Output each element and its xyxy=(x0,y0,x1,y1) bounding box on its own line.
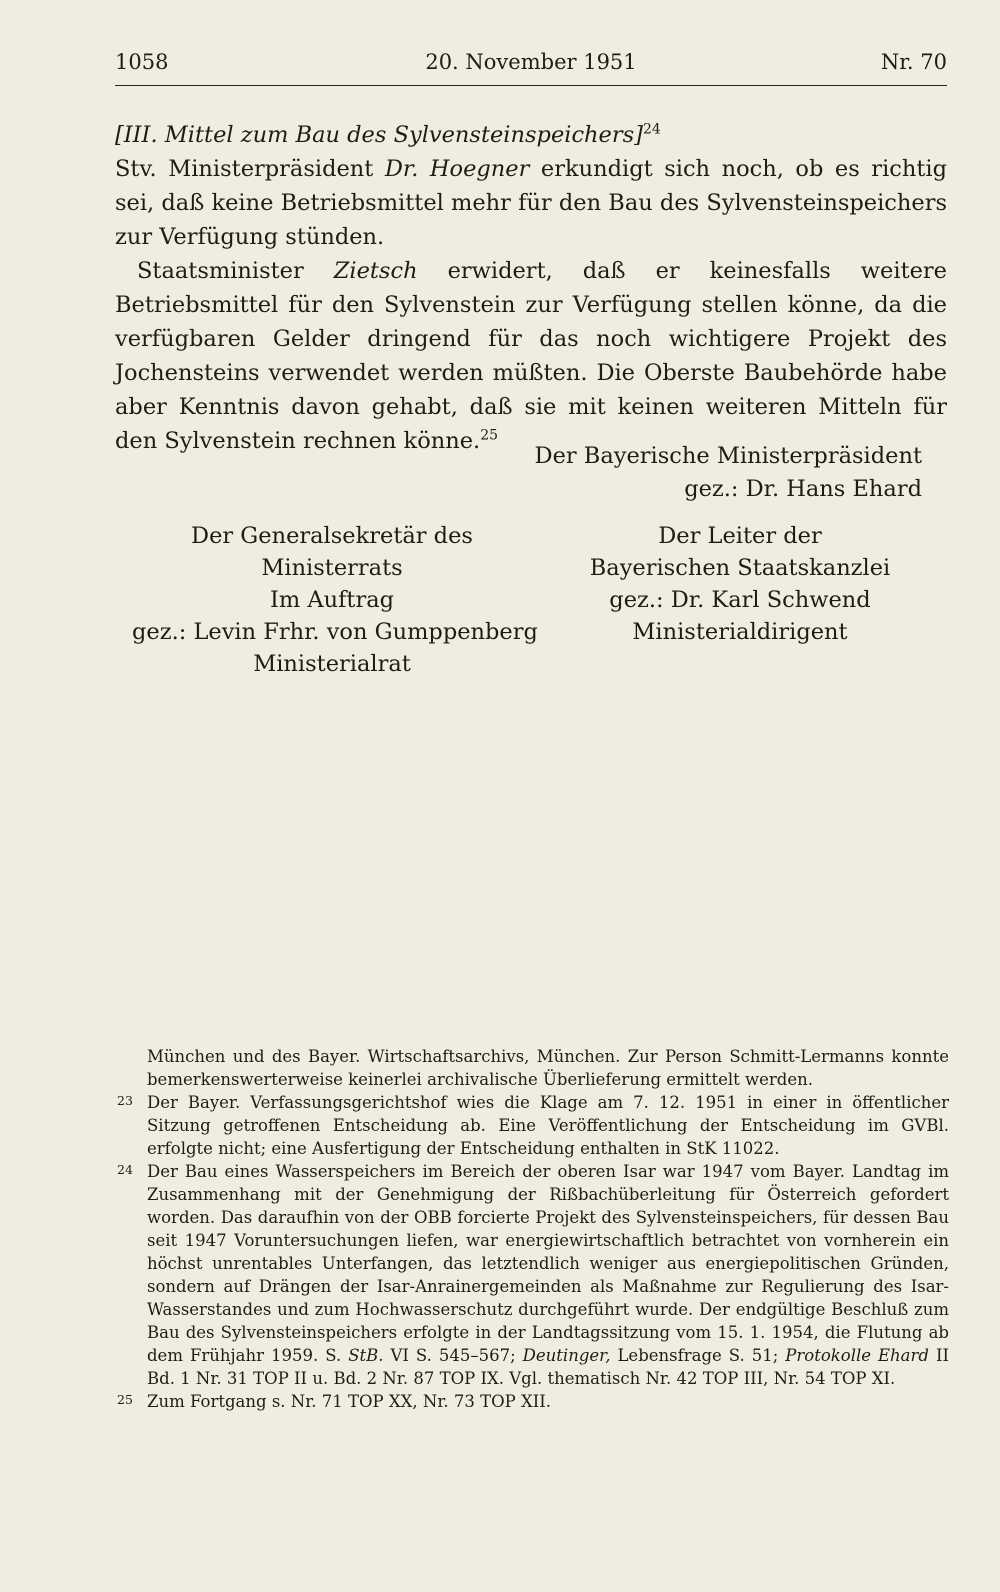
signature-line: Ministerialdirigent xyxy=(632,619,848,645)
footnote-text: Lebensfrage S. 51; xyxy=(610,1346,786,1365)
paragraph-text: Staatsminister xyxy=(137,258,334,284)
signature-generalsekretaer xyxy=(132,520,538,680)
footnote-text: VI S. 545–567; xyxy=(383,1346,523,1365)
speaker-name: Dr. Hoegner xyxy=(384,156,530,182)
document-number: Nr. 70 xyxy=(880,50,947,74)
footnote-ref-25: 25 xyxy=(480,427,499,444)
citation-italic: StB. xyxy=(348,1346,384,1365)
paragraph-text: erwidert, daß er keinesfalls weitere Betriebsmittel für den Sylvenstein zur Verfügung stellen könne, da die verfügbaren Gelder dringend für das noch wichtigere Projekt des Jochensteins verwendet werden müßten. Die Oberste Baubehörde habe aber Kenntnis davon gehabt, daß sie mit keinen weiteren Mitteln für den Sylvenstein rechnen könne. xyxy=(115,258,947,454)
page-header xyxy=(115,50,947,80)
footnote-continuation: München und des Bayer. Wirtschaftsarchivs, München. Zur Person Schmitt-Lermanns konnte bemerkenswerterweise keinerlei archivalische Überlieferung ermittelt werden. xyxy=(147,1047,949,1089)
citation-italic: Deutinger, xyxy=(522,1346,611,1365)
footnote-text: II Bd. 1 Nr. 31 TOP II u. Bd. 2 Nr. 87 TOP IX. Vgl. thematisch Nr. 42 TOP III, Nr. 54 TOP XI. xyxy=(147,1346,950,1388)
footnote-text: Der Bau eines Wasserspeichers im Bereich der oberen Isar war 1947 vom Bayer. Landtag im Zusammenhang mit der Genehmigung der Rißbachüberleitung für Österreich gefordert worden. Das daraufhin von der OBB forcierte Projekt des Sylvensteinspeichers, für dessen Bau seit 1947 Voruntersuchungen liefen, war energiewirtschaftlich betrachtet von vornherein ein höchst unrentables Unterfangen, das letztendlich weniger aus energiepolitischen Gründen, sondern auf Drängen der Isar-Anrainergemeinden als Maßnahme zur Regulierung des Isar-Wasserstandes und zum Hochwasserschutz durchgeführt wurde. Der endgültige Beschluß zum Bau des Sylvensteinspeichers erfolgte in der Landtagssitzung vom 15. 1. 1954, die Flutung ab dem Frühjahr 1959. S. xyxy=(147,1162,949,1365)
main-text xyxy=(115,118,947,458)
section-heading xyxy=(115,118,947,152)
header-date: 20. November 1951 xyxy=(425,50,637,74)
footnotes xyxy=(117,1045,950,1413)
page-number: 1058 xyxy=(115,50,169,74)
signature-line: Der Leiter der xyxy=(658,523,822,549)
signature-line: Ministerrats xyxy=(261,555,403,581)
citation-italic: Protokolle Ehard xyxy=(785,1346,929,1365)
paragraph-text: Stv. Ministerpräsident xyxy=(115,156,385,182)
header-rule xyxy=(115,85,947,86)
paragraph-zietsch xyxy=(115,254,947,458)
signature-name: gez.: Dr. Hans Ehard xyxy=(684,476,922,502)
signature-title: Der Bayerische Ministerpräsident xyxy=(534,443,922,469)
signature-line: gez.: Levin Frhr. von Gumppenberg xyxy=(132,619,538,645)
section-heading-text: [III. Mittel zum Bau des Sylvensteinspeichers] xyxy=(115,122,643,148)
footnote-number: 23 xyxy=(117,1093,133,1108)
footnote-25 xyxy=(117,1390,949,1413)
footnote-number: 24 xyxy=(117,1162,133,1177)
footnote-text: Der Bayer. Verfassungsgerichtshof wies die Klage am 7. 12. 1951 in einer in öffentlicher Sitzung getroffenen Entscheidung ab. Eine Veröffentlichung der Entscheidung im GVBl. erfolgte nicht; eine Ausfertigung der Entscheidung enthalten in StK 11022. xyxy=(147,1093,949,1158)
footnote-number: 25 xyxy=(117,1392,133,1407)
signature-line: Bayerischen Staatskanzlei xyxy=(589,555,891,581)
speaker-name: Zietsch xyxy=(333,258,418,284)
signature-line: Im Auftrag xyxy=(269,587,395,613)
footnote-ref-24: 24 xyxy=(642,121,661,138)
paragraph-hoegner xyxy=(115,152,947,254)
footnote-24 xyxy=(117,1160,950,1390)
footnote-23 xyxy=(117,1091,949,1160)
signature-ministerpraesident xyxy=(535,440,922,506)
signature-line: Der Generalsekretär des xyxy=(191,523,473,549)
signature-line: gez.: Dr. Karl Schwend xyxy=(609,587,871,613)
signature-staatskanzlei xyxy=(570,520,910,648)
footnote-text: Zum Fortgang s. Nr. 71 TOP XX, Nr. 73 TOP XII. xyxy=(147,1392,552,1411)
paragraph-text: erkundigt sich noch, ob es richtig sei, daß keine Betriebsmittel mehr für den Bau des Sylvensteinspeichers zur Verfügung stünden. xyxy=(115,156,947,250)
signature-line: Ministerialrat xyxy=(253,651,411,677)
